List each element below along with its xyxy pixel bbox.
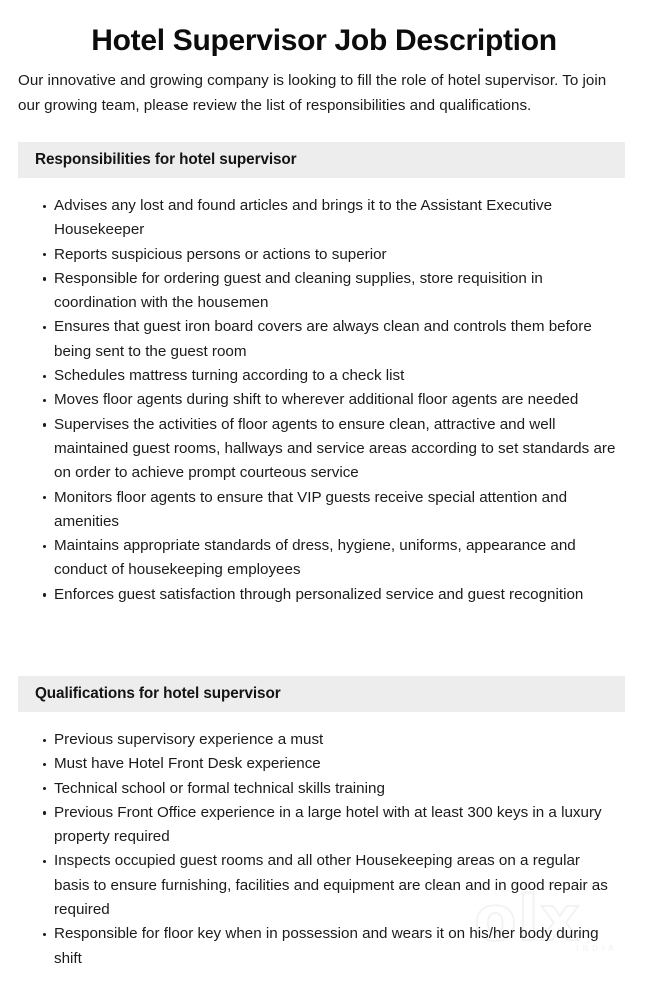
section-header-responsibilities bbox=[18, 142, 625, 178]
watermark-brand-text: olx bbox=[474, 882, 581, 955]
list-item: Monitors floor agents to ensure that VIP guests receive special attention and amenities bbox=[43, 486, 618, 535]
qualifications-list bbox=[0, 712, 648, 971]
section-heading-text: Qualifications for hotel supervisor bbox=[35, 685, 281, 702]
list-item: Must have Hotel Front Desk experience bbox=[43, 752, 618, 776]
list-item: Responsible for floor key when in possession and wears it on his/her body during shift bbox=[43, 922, 618, 971]
section-qualifications bbox=[0, 676, 648, 971]
list-item: Responsible for ordering guest and cleaning supplies, store requisition in coordination with the housemen bbox=[43, 267, 618, 316]
list-item: Enforces guest satisfaction through personalized service and guest recognition bbox=[43, 583, 618, 607]
list-item: Supervises the activities of floor agents to ensure clean, attractive and well maintained guest rooms, hallways and service areas according to set standards are on order to achieve prompt courteous service bbox=[43, 413, 618, 486]
responsibilities-list bbox=[0, 178, 648, 607]
page-title: Hotel Supervisor Job Description bbox=[91, 24, 557, 58]
section-header-qualifications bbox=[18, 676, 625, 712]
list-item: Moves floor agents during shift to wherever additional floor agents are needed bbox=[43, 388, 618, 412]
list-item: Reports suspicious persons or actions to superior bbox=[43, 243, 618, 267]
section-responsibilities bbox=[0, 142, 648, 607]
list-item: Ensures that guest iron board covers are always clean and controls them before being sent to the guest room bbox=[43, 315, 618, 364]
section-heading-text: Responsibilities for hotel supervisor bbox=[35, 151, 297, 168]
list-item: Maintains appropriate standards of dress, hygiene, uniforms, appearance and conduct of housekeeping employees bbox=[43, 534, 618, 583]
list-item: Inspects occupied guest rooms and all other Housekeeping areas on a regular basis to ensure furnishing, facilities and equipment are clean and in good repair as required bbox=[43, 849, 618, 922]
list-item: Previous Front Office experience in a large hotel with at least 300 keys in a luxury property required bbox=[43, 801, 618, 850]
list-item: Schedules mattress turning according to a check list bbox=[43, 364, 618, 388]
watermark-subtitle-text: INDIA bbox=[576, 944, 618, 953]
intro-paragraph: Our innovative and growing company is looking to fill the role of hotel supervisor. To join our growing team, please review the list of responsibilities and qualifications. bbox=[18, 72, 607, 114]
list-item: Advises any lost and found articles and brings it to the Assistant Executive Housekeeper bbox=[43, 194, 618, 243]
list-item: Technical school or formal technical skills training bbox=[43, 777, 618, 801]
list-item: Previous supervisory experience a must bbox=[43, 728, 618, 752]
